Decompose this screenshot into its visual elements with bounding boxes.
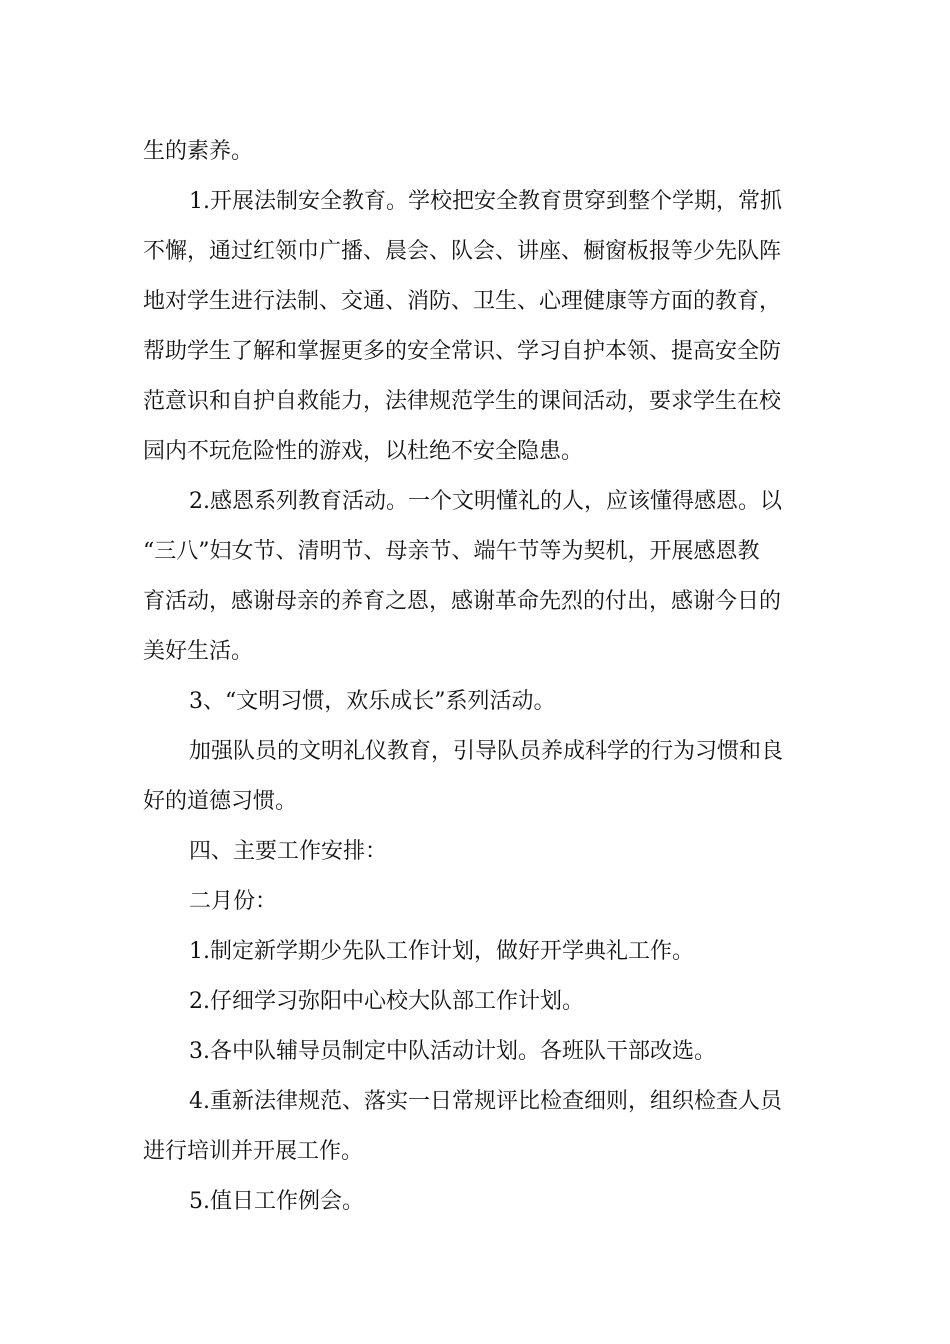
text-line: 地对学生进行法制、交通、消防、卫生、心理健康等方面的教育， [143, 289, 782, 314]
text-line: 2.感恩系列教育活动。一个文明懂礼的人，应该懂得感恩。以 [189, 489, 782, 514]
text-line: 美好生活。 [143, 639, 254, 664]
list-item: 5.值日工作例会。 [189, 1189, 364, 1214]
document-body [143, 127, 807, 1227]
text-line: 进行培训并开展工作。 [143, 1139, 364, 1164]
section-heading: 四、主要工作安排： [189, 839, 388, 864]
list-item: 2.仔细学习弥阳中心校大队部工作计划。 [189, 989, 584, 1014]
text-line: 育活动，感谢母亲的养育之恩，感谢革命先烈的付出，感谢今日的 [143, 589, 782, 614]
text-line: “三八”妇女节、清明节、母亲节、端午节等为契机，开展感恩教 [143, 539, 760, 564]
text-line: 好的道德习惯。 [143, 789, 298, 814]
month-heading: 二月份： [189, 889, 278, 914]
text-line: 3、“文明习惯，欢乐成长”系列活动。 [189, 689, 556, 714]
list-item: 4.重新法律规范、落实一日常规评比检查细则，组织检查人员 [189, 1089, 782, 1114]
text-line: 不懈，通过红领巾广播、晨会、队会、讲座、橱窗板报等少先队阵 [143, 239, 782, 264]
text-line: 范意识和自护自救能力，法律规范学生的课间活动，要求学生在校 [143, 389, 782, 414]
text-line: 帮助学生了解和掌握更多的安全常识、学习自护本领、提高安全防 [143, 339, 782, 364]
text-line: 加强队员的文明礼仪教育，引导队员养成科学的行为习惯和良 [189, 739, 784, 764]
list-item: 3.各中队辅导员制定中队活动计划。各班队干部改选。 [189, 1039, 716, 1064]
text-line: 生的素养。 [143, 139, 254, 164]
list-item: 1.制定新学期少先队工作计划，做好开学典礼工作。 [189, 939, 694, 964]
text-line: 1.开展法制安全教育。学校把安全教育贯穿到整个学期，常抓 [189, 189, 782, 214]
text-line: 园内不玩危险性的游戏，以杜绝不安全隐患。 [143, 439, 584, 464]
